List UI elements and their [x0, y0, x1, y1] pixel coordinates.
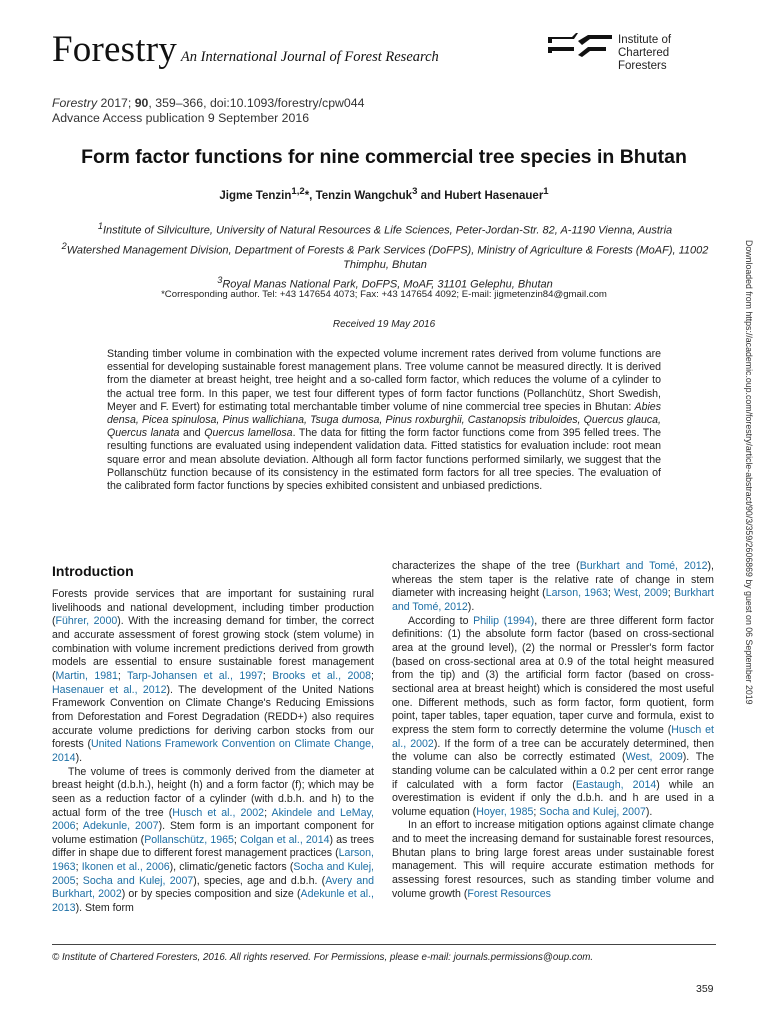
- body-column-left: [52, 588, 374, 916]
- paragraph: The volume of trees is commonly derived from the diameter at breast height (d.b.h.), height (h) and a form factor (f); which may be seen as a reduction factor of a cylinder (with d.b.h. and h) to the actual form of the tree (Husch et al., 2002; Akindele and LeMay, 2006; Adekunle, 2007). Stem form is an important component for volume estimation (Pollanschütz, 1965; Colgan et al., 2014) as trees differ in shape due to different forest management practices (Larson, 1963; Ikonen et al., 2006), climatic/genetic factors (Socha and Kulej, 2005; Socha and Kulej, 2007), species, age and d.b.h. (Avery and Burkhart, 2002) or by species composition and size (Adekunle et al., 2013). Stem form: [52, 765, 375, 915]
- author-list: Jigme Tenzin$^{1,2}$*, Tenzin Wangchuk$^3$ and Hubert Hasenauer$^1$: [219, 186, 549, 202]
- citation-link[interactable]: Philip (1994): [473, 614, 535, 627]
- citation-link[interactable]: Adekunle, 2007: [82, 820, 159, 833]
- citation-link[interactable]: Larson, 1963: [52, 847, 374, 874]
- citation-link[interactable]: Pollanschütz, 1965: [144, 833, 234, 846]
- journal-header: [52, 28, 439, 71]
- corresponding-author: *Corresponding author. Tel: +43 147654 4073; Fax: +43 147654 4092; E-mail: jigmetenzin84@gmail.com: [161, 289, 607, 300]
- journal-name: Forestry: [52, 29, 177, 70]
- logo-text: Institute of Chartered Foresters: [618, 34, 672, 72]
- abstract: Standing timber volume in combination with the expected volume increment rates derived from volume functions are essential for developing sustainable forest management plans. Tree volume cannot be measured directly. It is derived from the diameter at breast height, tree height and a so-called form factor, which reduces the volume of a cylinder to the actual tree form. In this paper, we test four different types of form factor functions (Pollanchütz, Short Swedish, Meyer and F. Evert) for estimating total merchantable timber volume of nine commercial tree species in Bhutan: Abies densa, Picea spinulosa, Pinus wallichiana, Tsuga dumosa, Pinus roxburghii, Castanopsis tribuloides, Quercus glauca, Quercus lanata and Quercus lamellosa. The data for fitting the form factor functions come from 395 felled trees. The resulting functions are evaluated using independent validation data. Fitted statistics for evaluation include: root mean square error and mean absolute deviation. Although all form factor functions performed similarly, we suggest that the Pollanschütz function because of its consistency in the estimated form factors for all tree species. The evaluation of the calibrated form factor functions by species exhibited consistent and unbiased predictions.: [107, 348, 661, 493]
- citation-link[interactable]: Führer, 2000: [55, 615, 118, 628]
- citation-link[interactable]: Ikonen et al., 2006: [81, 861, 170, 874]
- citation-link[interactable]: Husch et al., 2002: [392, 723, 714, 750]
- citation-link[interactable]: Adekunle et al., 2013: [52, 888, 374, 915]
- copyright-notice: © Institute of Chartered Foresters, 2016. All rights reserved. For Permissions, please e-mail: journals.permissions@oup.com.: [52, 952, 594, 963]
- citation-link[interactable]: Hasenauer et al., 2012: [52, 683, 167, 696]
- citation-line: Forestry 2017; 90, 359–366, doi:10.1093/forestry/cpw044: [52, 96, 365, 110]
- body-column-right: [392, 560, 714, 901]
- article-title: Form factor functions for nine commercial tree species in Bhutan: [81, 146, 687, 168]
- citation-link[interactable]: Brooks et al., 2008: [272, 669, 372, 682]
- affiliation-2: $^2$Watershed Management Division, Department of Forests & Park Services (DoFPS), Ministry of Agriculture & Forests (MoAF), 11002 Thimphu, Bhutan: [61, 240, 709, 272]
- affiliations: [60, 219, 710, 293]
- citation-link[interactable]: Hoyer, 1985: [476, 805, 534, 818]
- citation-link[interactable]: Martin, 1981: [55, 669, 118, 682]
- advance-access-line: Advance Access publication 9 September 2016: [52, 111, 310, 125]
- citation-block: [52, 96, 364, 126]
- citation-link[interactable]: Tarp-Johansen et al., 1997: [127, 669, 263, 682]
- paragraph: characterizes the shape of the tree (Burkhart and Tomé, 2012), whereas the stem taper is the relative rate of change in stem diameter with increasing height (Larson, 1963; West, 2009; Burkhart and Tomé, 2012).: [392, 560, 715, 613]
- page-number: 359: [696, 983, 714, 995]
- publisher-logo: [548, 33, 718, 72]
- footer-divider: [52, 944, 716, 945]
- citation-link[interactable]: Akindele and LeMay, 2006: [52, 806, 374, 833]
- affiliation-1: $^1$Institute of Silviculture, University of Natural Resources & Life Sciences, Peter-Jordan-Str. 82, A-1190 Vienna, Austria: [97, 221, 673, 237]
- paragraph: Forests provide services that are important for sustaining rural livelihoods and national development, including timber production (Führer, 2000). With the increasing demand for timber, the correct and accurate assessment of forest growing stock (stem volume) in combination with volume increment predictions derived from growth models are essential to ensure sustainable forest management (Martin, 1981; Tarp-Johansen et al., 1997; Brooks et al., 2008; Hasenauer et al., 2012). The development of the United Nations Framework Convention on Climate Change's Reducing Emissions from Deforestation and Forest Degradation (REDD+) also requires accurate volume predictions for deriving carbon stocks from our forests (United Nations Framework Convention on Climate Change, 2014).: [52, 588, 375, 764]
- author-name: Jigme Tenzin: [219, 189, 292, 202]
- author-name: Tenzin Wangchuk: [315, 189, 413, 202]
- paragraph: In an effort to increase mitigation options against climate change and to meet the increasing demand for sustainable forest resources, Bhutan plans to bring large forest areas under sustainable forest management. This will require accurate estimation methods for assessing forest resources, such as standing timber volume and volume growth (Forest Resources: [392, 819, 714, 900]
- author-name: Hubert Hasenauer: [444, 189, 544, 202]
- icf-logo-icon: [548, 33, 612, 57]
- citation-link[interactable]: Avery and Burkhart, 2002: [52, 874, 374, 901]
- citation-link[interactable]: Socha and Kulej, 2005: [52, 861, 374, 887]
- citation-link[interactable]: Forest Resources: [467, 887, 551, 900]
- citation-link[interactable]: Socha and Kulej, 2007: [539, 805, 646, 818]
- citation-link[interactable]: Eastaugh, 2014: [575, 778, 657, 791]
- citation-link[interactable]: Burkhart and Tomé, 2012: [392, 587, 714, 613]
- citation-link[interactable]: Socha and Kulej, 2007: [82, 874, 194, 887]
- citation-link[interactable]: Larson, 1963: [545, 587, 608, 600]
- download-watermark: Downloaded from https://academic.oup.com/forestry/article-abstract/90/3/359/2606869 by guest on 06 September 2019: [744, 240, 754, 705]
- paragraph: According to Philip (1994), there are three different form factor definitions: (1) the absolute form factor (based on cross-sectional area at the ground level), (2) the normal or Pressler's form factor (based on cross-sectional area at 0.9 of the total height measured from the tip) and (3) the artificial form factor (based on cross-sectional area at breast height) which is considered the most useful one. Different methods, such as form factor, form quotient, form point, taper tables, taper equation, taper curve and formula, exist to express the stem form to correctly determine the volume (Husch et al., 2002). If the form of a tree can be accurately determined, then the volume can also be correctly estimated (West, 2009). The standing volume can be calculated within a 0.2 per cent error range if calculated with a form factor (Eastaugh, 2014) while an overestimation is evident if only the d.b.h. and h are used in a volume equation (Hoyer, 1985; Socha and Kulej, 2007).: [392, 614, 714, 818]
- journal-subtitle: An International Journal of Forest Research: [180, 49, 439, 65]
- citation-link[interactable]: Colgan et al., 2014: [240, 833, 330, 846]
- affiliation-3: $^3$Royal Manas National Park, DoFPS, MoAF, 31101 Gelephu, Bhutan: [217, 275, 553, 291]
- received-date: Received 19 May 2016: [332, 319, 436, 330]
- citation-link[interactable]: West, 2009: [614, 587, 668, 600]
- citation-link[interactable]: Burkhart and Tomé, 2012: [579, 560, 708, 572]
- citation-link[interactable]: United Nations Framework Convention on Climate Change, 2014: [52, 738, 375, 764]
- citation-link[interactable]: Husch et al., 2002: [172, 806, 265, 819]
- section-heading: Introduction: [52, 563, 134, 579]
- citation-link[interactable]: West, 2009: [625, 751, 683, 764]
